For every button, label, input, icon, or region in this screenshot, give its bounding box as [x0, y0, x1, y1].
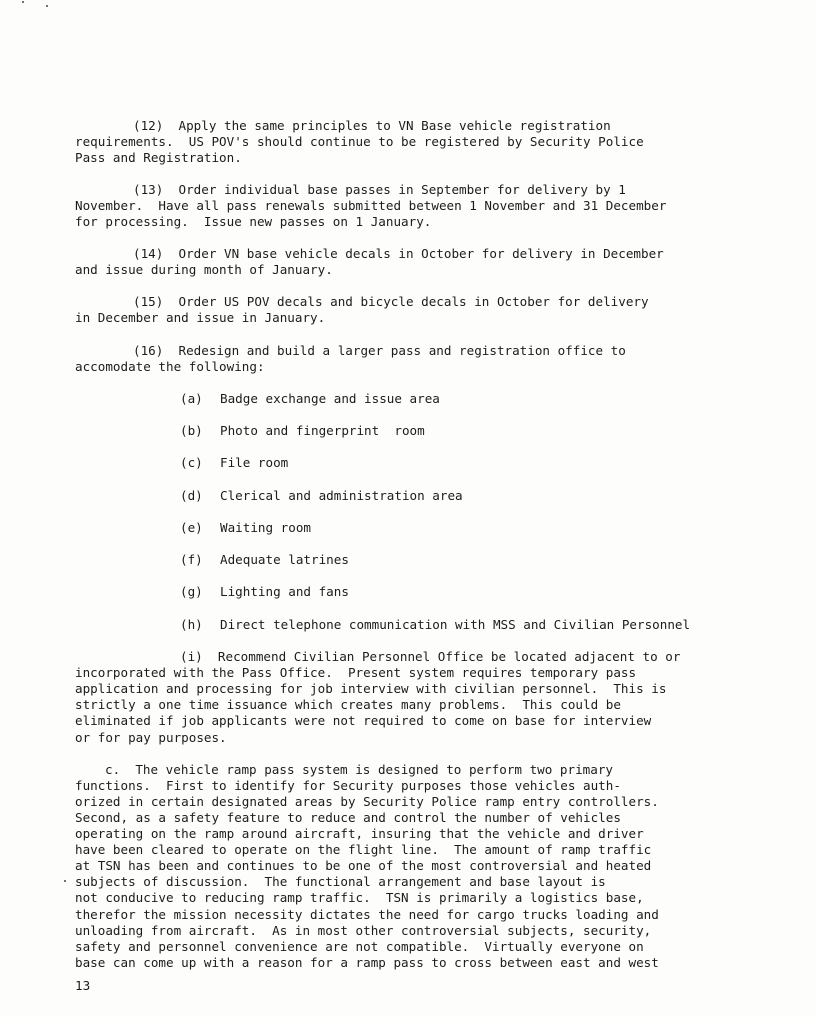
list-item-letter: (e) [180, 520, 203, 535]
text-line: requirements. US POV's should continue to be registered by Security Police [75, 134, 644, 149]
text-line: (14) Order VN base vehicle decals in October for delivery in December [133, 246, 664, 261]
page-number: 13 [75, 978, 91, 993]
list-item-letter: (g) [180, 584, 203, 599]
text-line: (13) Order individual base passes in September for delivery by 1 [133, 182, 626, 197]
list-item-letter: (f) [180, 552, 203, 567]
list-item-letter: (d) [180, 488, 203, 503]
text-line: accomodate the following: [75, 359, 265, 374]
text-line: safety and personnel convenience are not compatible. Virtually everyone on [75, 939, 644, 954]
text-line: or for pay purposes. [75, 730, 227, 745]
text-line: at TSN has been and continues to be one of the most controversial and heated [75, 858, 652, 873]
text-line: for processing. Issue new passes on 1 January. [75, 214, 432, 229]
text-line: unloading from aircraft. As in most other controversial subjects, security, [75, 923, 652, 938]
text-line: November. Have all pass renewals submitted between 1 November and 31 December [75, 198, 667, 213]
text-line: Pass and Registration. [75, 150, 242, 165]
text-line: have been cleared to operate on the flight line. The amount of ramp traffic [75, 842, 652, 857]
text-line: functions. First to identify for Security purposes those vehicles auth- [75, 778, 621, 793]
list-item-letter: (c) [180, 455, 203, 470]
text-line: in December and issue in January. [75, 310, 326, 325]
text-line: eliminated if job applicants were not required to come on base for interview [75, 713, 652, 728]
list-item-text: Clerical and administration area [220, 488, 463, 503]
text-line: (16) Redesign and build a larger pass and registration office to [133, 343, 626, 358]
text-line: (i) Recommend Civilian Personnel Office be located adjacent to or [180, 649, 681, 664]
text-line: (12) Apply the same principles to VN Base vehicle registration [133, 118, 611, 133]
text-line: c. The vehicle ramp pass system is designed to perform two primary [105, 762, 613, 777]
text-line: and issue during month of January. [75, 262, 333, 277]
text-line: strictly a one time issuance which creates many problems. This could be [75, 697, 621, 712]
list-item-text: Direct telephone communication with MSS and Civilian Personnel [220, 617, 691, 632]
text-line: (15) Order US POV decals and bicycle decals in October for delivery [133, 294, 649, 309]
list-item-letter: (b) [180, 423, 203, 438]
text-line: application and processing for job interview with civilian personnel. This is [75, 681, 667, 696]
text-line: base can come up with a reason for a ramp pass to cross between east and west [75, 955, 659, 970]
text-line: subjects of discussion. The functional arrangement and base layout is [75, 874, 606, 889]
scan-speck [64, 880, 66, 882]
list-item-text: Lighting and fans [220, 584, 349, 599]
text-line: orized in certain designated areas by Security Police ramp entry controllers. [75, 794, 659, 809]
text-line: not conducive to reducing ramp traffic. TSN is primarily a logistics base, [75, 890, 644, 905]
list-item-text: Adequate latrines [220, 552, 349, 567]
list-item-text: Photo and fingerprint room [220, 423, 425, 438]
list-item-text: File room [220, 455, 289, 470]
list-item-text: Badge exchange and issue area [220, 391, 440, 406]
scan-speck [46, 5, 48, 7]
scan-speck [22, 1, 24, 3]
list-item-letter: (a) [180, 391, 203, 406]
list-item-text: Waiting room [220, 520, 311, 535]
text-line: incorporated with the Pass Office. Present system requires temporary pass [75, 665, 637, 680]
text-line: therefor the mission necessity dictates the need for cargo trucks loading and [75, 907, 659, 922]
text-line: Second, as a safety feature to reduce and control the number of vehicles [75, 810, 621, 825]
list-item-letter: (h) [180, 617, 203, 632]
text-line: operating on the ramp around aircraft, insuring that the vehicle and driver [75, 826, 644, 841]
